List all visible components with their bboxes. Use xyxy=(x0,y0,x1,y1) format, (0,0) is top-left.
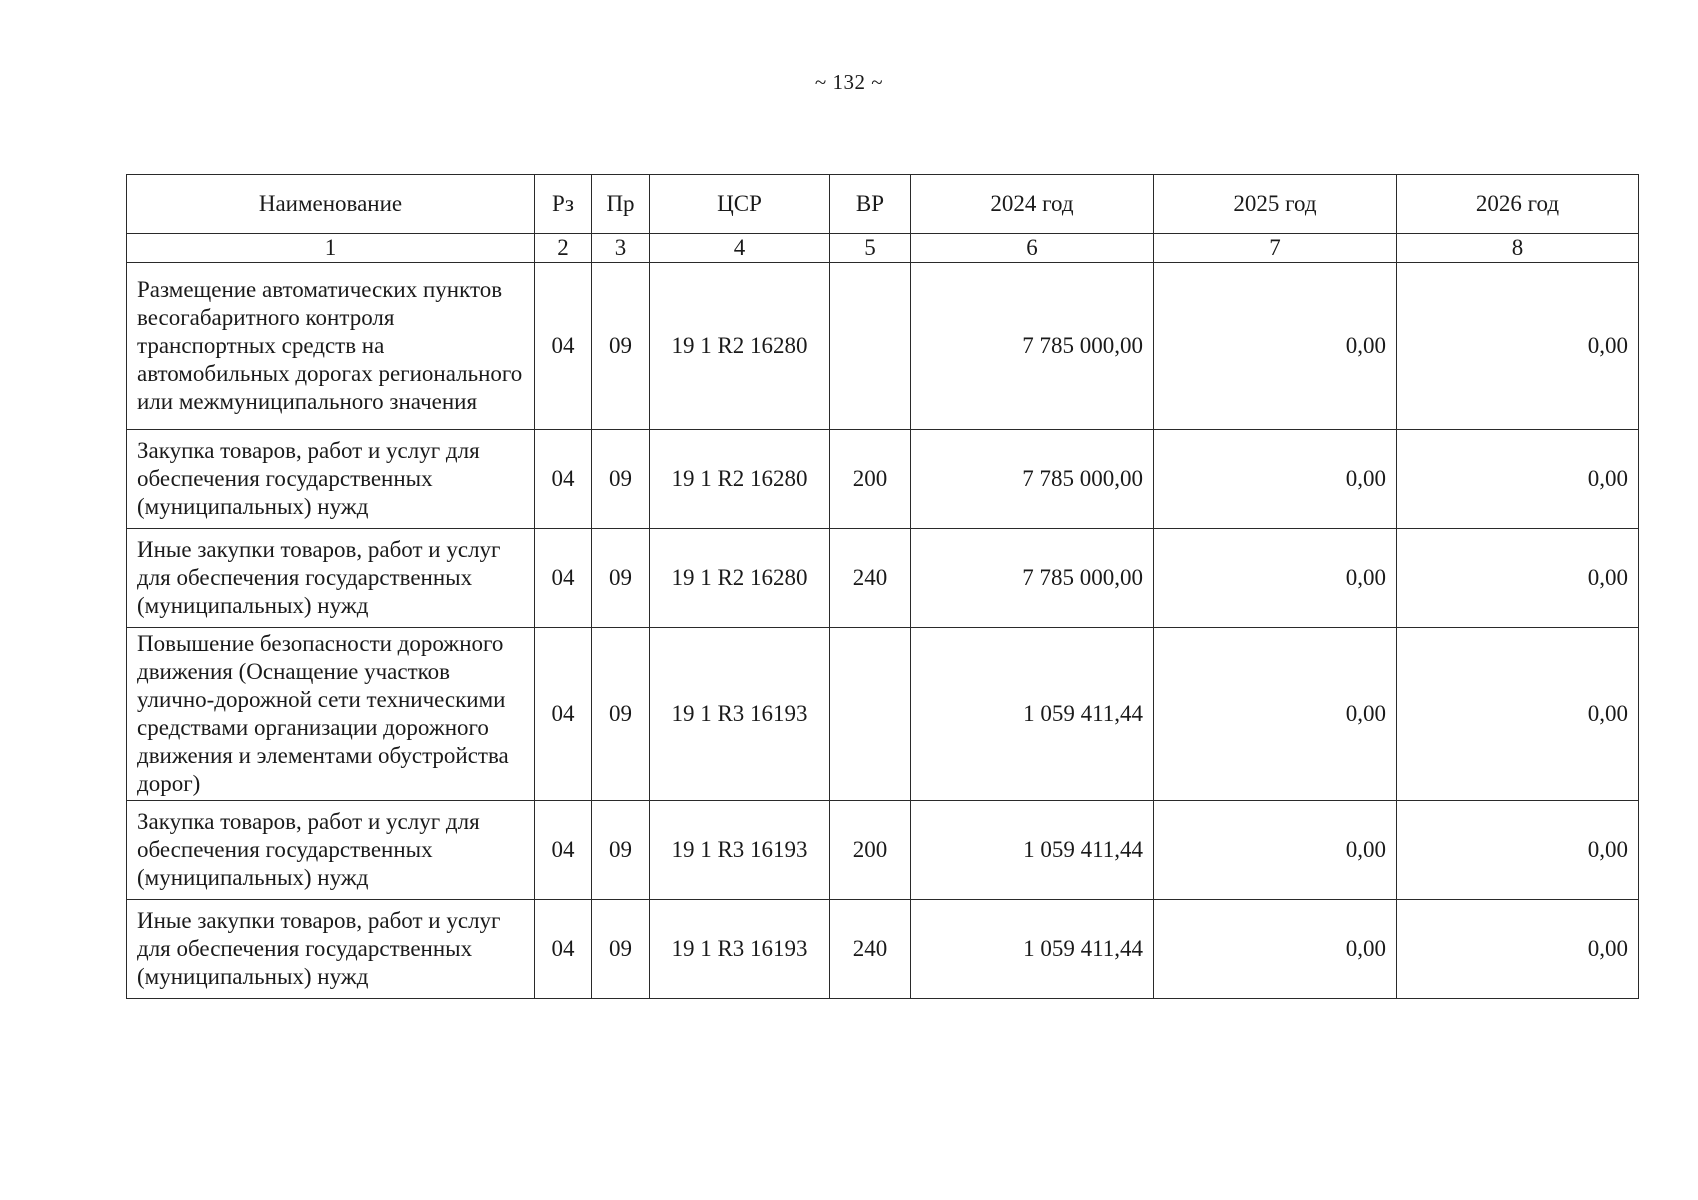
row-vr: 200 xyxy=(830,801,911,900)
row-pr: 09 xyxy=(592,801,650,900)
row-rz: 04 xyxy=(535,529,592,628)
column-index-row xyxy=(127,234,1639,263)
row-2025: 0,00 xyxy=(1154,900,1397,999)
row-csr: 19 1 R3 16193 xyxy=(650,900,830,999)
column-index: 4 xyxy=(650,234,830,263)
row-rz: 04 xyxy=(535,801,592,900)
row-name: Закупка товаров, работ и услуг для обеспечения государственных (муниципальных) нужд xyxy=(127,801,535,900)
table-row xyxy=(127,801,1639,900)
row-vr xyxy=(830,263,911,430)
row-name: Закупка товаров, работ и услуг для обеспечения государственных (муниципальных) нужд xyxy=(127,430,535,529)
header-csr: ЦСР xyxy=(650,175,830,234)
row-csr: 19 1 R3 16193 xyxy=(650,628,830,801)
row-2025: 0,00 xyxy=(1154,801,1397,900)
header-2026: 2026 год xyxy=(1397,175,1639,234)
row-pr: 09 xyxy=(592,263,650,430)
table-row xyxy=(127,430,1639,529)
table-row xyxy=(127,263,1639,430)
row-csr: 19 1 R2 16280 xyxy=(650,430,830,529)
row-2024: 1 059 411,44 xyxy=(911,628,1154,801)
table-row xyxy=(127,900,1639,999)
row-2025: 0,00 xyxy=(1154,529,1397,628)
page-number: ~ 132 ~ xyxy=(814,70,884,94)
row-2026: 0,00 xyxy=(1397,430,1639,529)
row-csr: 19 1 R2 16280 xyxy=(650,263,830,430)
column-index: 5 xyxy=(830,234,911,263)
row-2026: 0,00 xyxy=(1397,801,1639,900)
row-2025: 0,00 xyxy=(1154,263,1397,430)
row-rz: 04 xyxy=(535,263,592,430)
row-name: Иные закупки товаров, работ и услуг для обеспечения государственных (муниципальных) нужд xyxy=(127,900,535,999)
header-pr: Пр xyxy=(592,175,650,234)
row-pr: 09 xyxy=(592,900,650,999)
row-2024: 7 785 000,00 xyxy=(911,529,1154,628)
row-2026: 0,00 xyxy=(1397,900,1639,999)
table-row xyxy=(127,628,1639,801)
header-2025: 2025 год xyxy=(1154,175,1397,234)
row-2026: 0,00 xyxy=(1397,263,1639,430)
row-csr: 19 1 R3 16193 xyxy=(650,801,830,900)
row-rz: 04 xyxy=(535,430,592,529)
row-pr: 09 xyxy=(592,430,650,529)
row-name: Иные закупки товаров, работ и услуг для обеспечения государственных (муниципальных) нужд xyxy=(127,529,535,628)
row-2026: 0,00 xyxy=(1397,628,1639,801)
header-2024: 2024 год xyxy=(911,175,1154,234)
row-2025: 0,00 xyxy=(1154,628,1397,801)
header-vr: ВР xyxy=(830,175,911,234)
row-csr: 19 1 R2 16280 xyxy=(650,529,830,628)
column-index: 6 xyxy=(911,234,1154,263)
row-2024: 7 785 000,00 xyxy=(911,430,1154,529)
row-2024: 7 785 000,00 xyxy=(911,263,1154,430)
header-row xyxy=(127,175,1639,234)
column-index: 1 xyxy=(127,234,535,263)
table-row xyxy=(127,529,1639,628)
row-pr: 09 xyxy=(592,628,650,801)
row-2025: 0,00 xyxy=(1154,430,1397,529)
header-rz: Рз xyxy=(535,175,592,234)
row-vr: 240 xyxy=(830,529,911,628)
row-2026: 0,00 xyxy=(1397,529,1639,628)
row-2024: 1 059 411,44 xyxy=(911,801,1154,900)
row-name: Размещение автоматических пунктов весогабаритного контроля транспортных средств на автомобильных дорогах регионального или межмуниципального значения xyxy=(127,263,535,430)
row-2024: 1 059 411,44 xyxy=(911,900,1154,999)
column-index: 3 xyxy=(592,234,650,263)
header-name: Наименование xyxy=(127,175,535,234)
row-name: Повышение безопасности дорожного движения (Оснащение участков улично-дорожной сети техническими средствами организации дорожного движения и элементами обустройства дорог) xyxy=(127,628,535,801)
row-rz: 04 xyxy=(535,900,592,999)
column-index: 2 xyxy=(535,234,592,263)
column-index: 7 xyxy=(1154,234,1397,263)
row-rz: 04 xyxy=(535,628,592,801)
row-vr: 200 xyxy=(830,430,911,529)
row-vr: 240 xyxy=(830,900,911,999)
budget-table xyxy=(126,174,1639,999)
row-vr xyxy=(830,628,911,801)
column-index: 8 xyxy=(1397,234,1639,263)
row-pr: 09 xyxy=(592,529,650,628)
